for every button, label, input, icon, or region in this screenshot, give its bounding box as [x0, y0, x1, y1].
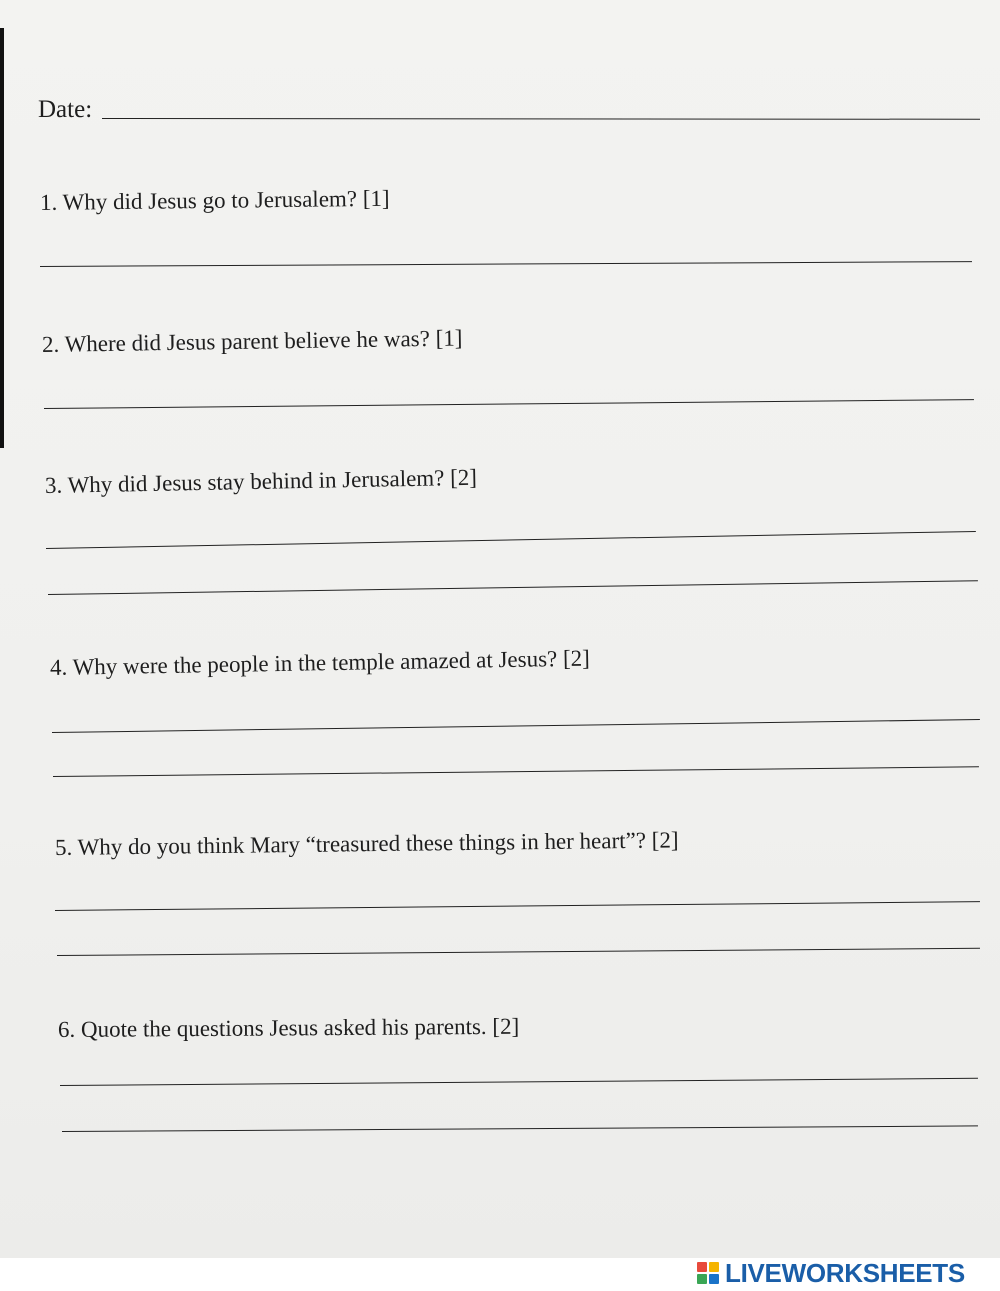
answer-line-q3-a[interactable]: [46, 531, 976, 549]
answer-line-q6-b[interactable]: [62, 1125, 978, 1132]
answer-line-q5-b[interactable]: [57, 948, 980, 956]
question-5: 5. Why do you think Mary “treasured these things in her heart”? [2]: [54, 827, 679, 860]
answer-line-q2[interactable]: [44, 399, 974, 409]
question-1: 1. Why did Jesus go to Jerusalem? [1]: [39, 185, 390, 215]
date-answer-line[interactable]: [102, 118, 980, 120]
answer-line-q4-b[interactable]: [53, 766, 979, 777]
question-4: 4. Why were the people in the temple amazed at Jesus? [2]: [49, 645, 591, 680]
answer-line-q5-a[interactable]: [55, 901, 980, 911]
liveworksheets-logo[interactable]: [697, 1258, 965, 1288]
date-label: Date:: [38, 96, 93, 123]
question-3: 3. Why did Jesus stay behind in Jerusalem? [2]: [44, 464, 478, 498]
answer-line-q1[interactable]: [40, 261, 972, 267]
answer-line-q6-a[interactable]: [60, 1078, 978, 1086]
answer-line-q3-b[interactable]: [48, 580, 978, 595]
question-6: 6. Quote the questions Jesus asked his parents. [2]: [57, 1013, 520, 1042]
answer-line-q4-a[interactable]: [52, 719, 980, 733]
question-2: 2. Where did Jesus parent believe he was? [1]: [41, 325, 463, 357]
brand-name: LIVEWORKSHEETS: [725, 1257, 965, 1288]
liveworksheets-icon: [697, 1262, 719, 1284]
